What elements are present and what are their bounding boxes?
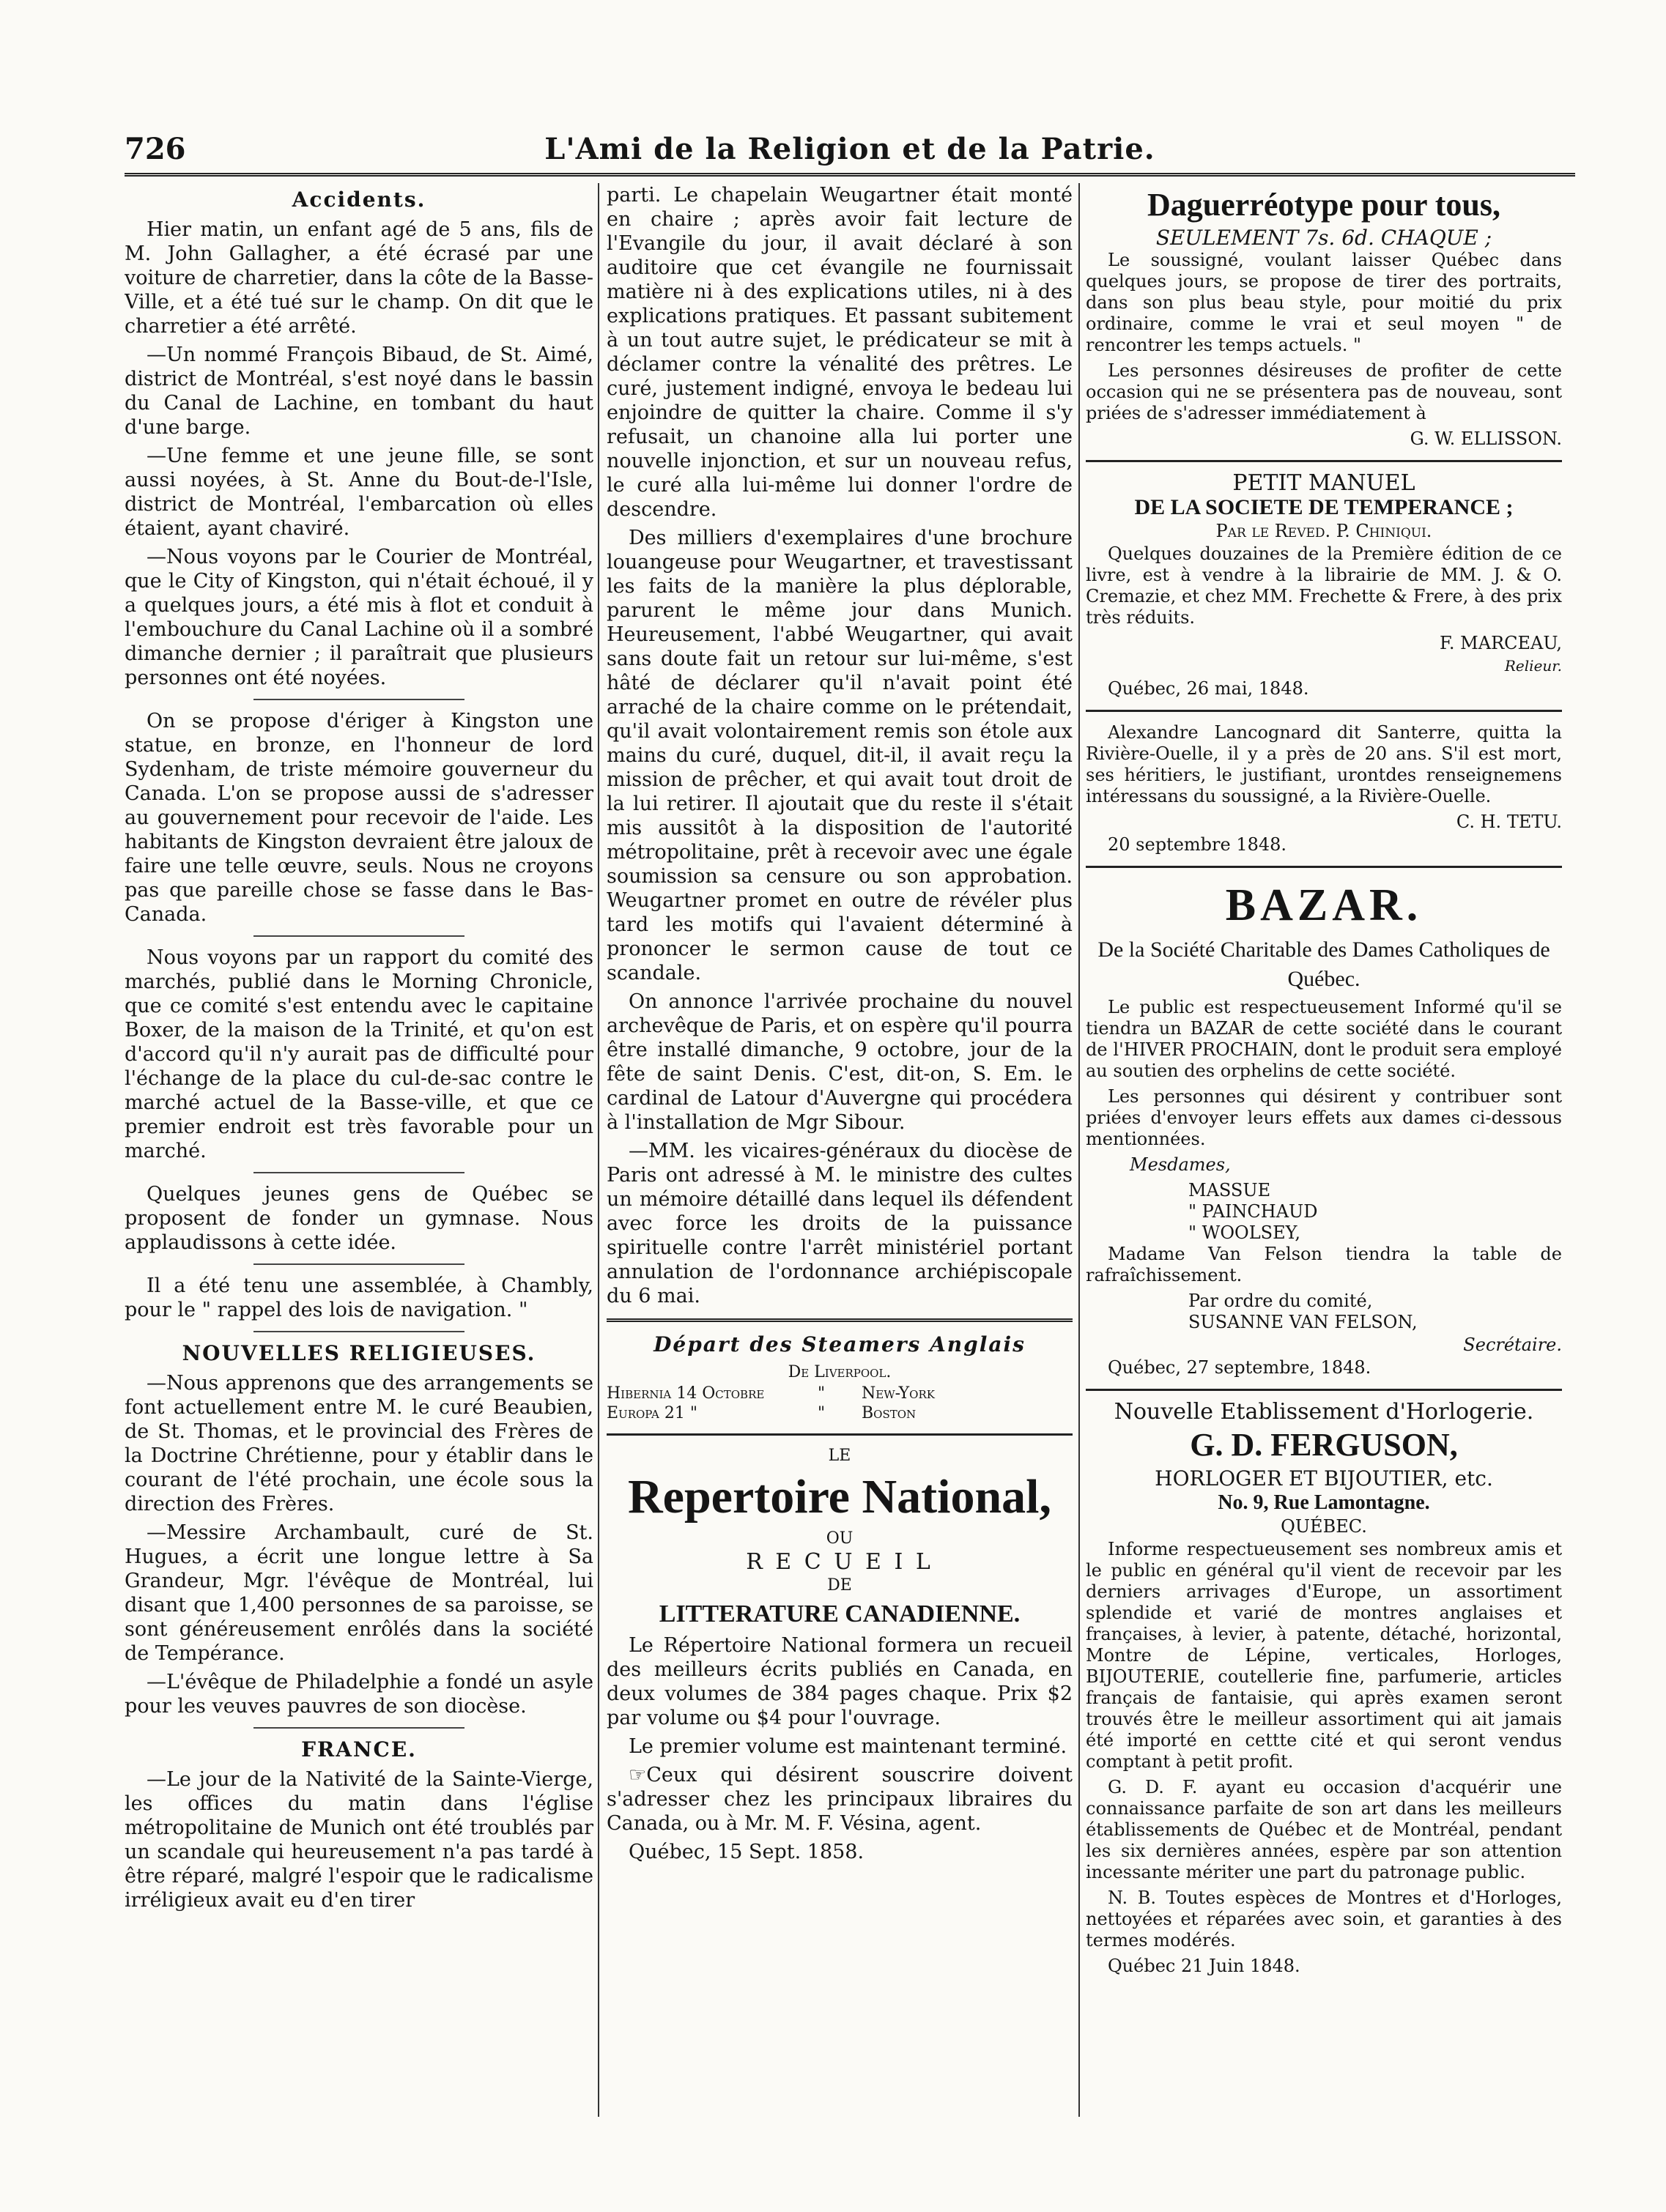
column-rule-2: [1078, 183, 1080, 2117]
ad-bazar-subtitle: De la Société Charitable des Dames Catholiques de Québec.: [1097, 938, 1550, 991]
steamer-row: [607, 1384, 1073, 1403]
ad-daguerreotype-price: SEULEMENT 7s. 6d. CHAQUE ;: [1155, 226, 1492, 250]
paragraph: On se propose d'ériger à Kingston une statue, en bronze, en l'honneur de lord Sydenham, de triste mémoire gouverneur du Canada. L'on se propose aussi de s'adresser au gouvernement pour recevoir de l'aide. Les habitants de Kingston devraient être jaloux de faire une telle œuvre, seuls. Nous ne croyons pas que pareille chose se fasse dans le Bas-Canada.: [125, 710, 593, 926]
paragraph: Quelques jeunes gens de Québec se proposent de fonder un gymnase. Nous applaudissons à cette idée.: [125, 1183, 593, 1254]
dateline: 20 septembre 1848.: [1108, 834, 1287, 855]
steamer-ship: Hibernia 14 Octobre: [607, 1384, 765, 1403]
paragraph: Alexandre Lancognard dit Santerre, quitta la Rivière-Ouelle, il y a près de 20 ans. S'il est mort, ses héritiers, le justifiant, urontdes renseignemens intéressans du soussigné, a la Rivière-Ouelle.: [1086, 722, 1562, 806]
salutation: Mesdames,: [1130, 1154, 1231, 1175]
paragraph: N. B. Toutes espèces de Montres et d'Horloges, nettoyées et réparées avec soin, et garanties à des termes modérés.: [1086, 1888, 1562, 1951]
paragraph: —MM. les vicaires-généraux du diocèse de Paris ont adressé à M. le ministre des cultes un mémoire détaillé dans lequel ils défendent avec force les droits de la puissance spirituelle contre l'arrêt ministériel portant annulation de l'ordonnance archiépiscopale du 6 mai.: [607, 1140, 1073, 1307]
repertoire-de: DE: [827, 1576, 852, 1595]
dateline: Québec, 27 septembre, 1848.: [1108, 1357, 1371, 1378]
name-entry: " PAINCHAUD: [1188, 1201, 1318, 1222]
divider: [1086, 1389, 1562, 1391]
paragraph: Le premier volume est maintenant terminé.: [629, 1735, 1067, 1758]
paragraph: Hier matin, un enfant agé de 5 ans, fils de M. John Gallagher, a été écrasé par une voiture de charretier, dans la côte de la Basse-Ville, et a été tué sur le champ. On dit que le charretier a été arrêté.: [125, 218, 593, 338]
ad-manuel-subtitle: DE LA SOCIETE DE TEMPERANCE ;: [1134, 495, 1514, 519]
paragraph: —Nous apprenons que des arrangements se font actuellement entre M. le curé Beaubien, de St. Thomas, et le provincial des Frères de la Doctrine Chrétienne, pour y établir dans le courant de l'été prochain, une école sous la direction des Frères.: [125, 1372, 593, 1515]
name-entry: " WOOLSEY,: [1188, 1222, 1300, 1243]
steamer-destination: New-York: [862, 1384, 935, 1403]
section-heading-nouvelles: NOUVELLES RELIGIEUSES.: [182, 1341, 536, 1365]
signature: C. H. TETU.: [1456, 812, 1562, 832]
steamer-ship: Europa 21 ": [607, 1404, 697, 1422]
paragraph: Les personnes désireuses de profiter de cette occasion qui ne se présentera pas de nouveau, sont priées de s'adresser immédiatement à: [1086, 360, 1562, 423]
paragraph: ☞Ceux qui désirent souscrire doivent s'adresser chez les principaux libraires du Canada, ou à Mr. M. F. Vésina, agent.: [607, 1764, 1073, 1835]
paragraph: —Un nommé François Bibaud, de St. Aimé, district de Montréal, s'est noyé dans le bassin du Canal de Lachine, en tombant du haut d'une barge.: [125, 344, 593, 439]
dateline: Québec 21 Juin 1848.: [1108, 1956, 1300, 1976]
page-number: 726: [125, 132, 186, 166]
steamers-subheading: De Liverpool.: [788, 1363, 892, 1381]
divider: [253, 1727, 464, 1729]
paragraph: Le soussigné, voulant laisser Québec dans quelques jours, se propose de tirer des portraits, dans son plus beau style, pour moitié du prix ordinaire, comme le vrai et seul moyen " de rencontrer les temps actuels. ": [1086, 250, 1562, 355]
ad-daguerreotype-title: Daguerréotype pour tous,: [1147, 187, 1500, 223]
ad-manuel-title: PETIT MANUEL: [1232, 470, 1415, 496]
divider: [253, 1263, 464, 1265]
steamer-destination: Boston: [862, 1404, 917, 1422]
column-1: [125, 183, 593, 2117]
divider: [253, 1331, 464, 1332]
ad-horlogerie-address: No. 9, Rue Lamontagne.: [1218, 1491, 1430, 1514]
repertoire-subtitle: LITTERATURE CANADIENNE.: [659, 1600, 1021, 1628]
column-rule-1: [598, 183, 599, 2117]
signature: SUSANNE VAN FELSON,: [1188, 1312, 1418, 1332]
header-rule: [125, 173, 1575, 177]
paragraph: Quelques douzaines de la Première édition de ce livre, est à vendre à la librairie de MM. J. & O. Cremazie, et chez MM. Frechette & Frere, à des prix très réduits.: [1086, 543, 1562, 628]
paragraph: Le public est respectueusement Informé qu'il se tiendra un BAZAR de cette société dans le courant de l'HIVER PROCHAIN, dont le produit sera employé au soutien des orphelins de cette société.: [1086, 997, 1562, 1081]
paragraph: parti. Le chapelain Weugartner était monté en chaire ; après avoir fait lecture de l'Evangile du jour, il avait déclaré à son auditoire que cet évangile ne fournissait matière ni à des explications utiles, ni à des explications pratiques. Et passant subitement à un tout autre sujet, le prédicateur se mit à déclamer contre la vénalité des prêtres. Le curé, justement indigné, envoya le bedeau lui enjoindre de quitter la chaire. Comme il s'y refusait, un chanoine alla lui porter une nouvelle injonction, et sur un nouveau refus, le curé alla lui-même lui donner l'ordre de descendre.: [607, 184, 1073, 521]
paragraph: Les personnes qui désirent y contribuer sont priées d'envoyer leurs effets aux dames ci-dessous mentionnées.: [1086, 1086, 1562, 1149]
paragraph: G. D. F. ayant eu occasion d'acquérir une connaissance parfaite de son art dans les meilleurs établissements de Québec et de Montréal, pendant les six dernières années, espère par son attention incessante mériter une part du patronage public.: [1086, 1777, 1562, 1882]
divider: [1086, 460, 1562, 462]
divider: [1086, 866, 1562, 868]
order-line: Par ordre du comité,: [1188, 1291, 1373, 1311]
paragraph: Des milliers d'exemplaires d'une brochure louangeuse pour Weugartner, et travestissant les faits de la manière la plus déplorable, parurent le même jour dans Munich. Heureusement, l'abbé Weugartner, qui avait sans doute fait un retour sur lui-même, s'est hâté de déclarer qu'il n'avait point été arraché de la chaire comme on le prétendait, qu'il avait volontairement remis son étole aux mains du curé, duquel, dit-il, il avait reçu la mission de prêcher, et qui avait tout droit de la lui retirer. Il ajoutait que du reste il s'était mis aussitôt à la disposition de l'autorité métropolitaine, prêt à recevoir avec une égale soumission sa censure ou son approbation. Weugartner promet en outre de révéler plus tard les motifs qui l'avaient déterminé à prononcer le sermon cause de tout ce scandale.: [607, 527, 1073, 984]
steamer-row: [607, 1403, 1073, 1423]
paragraph: —L'évêque de Philadelphie a fondé un asyle pour les veuves pauvres de son diocèse.: [125, 1671, 593, 1718]
ad-horlogerie-name: G. D. FERGUSON,: [1190, 1427, 1458, 1463]
divider: [607, 1433, 1073, 1436]
divider: [253, 935, 464, 937]
paragraph: Le Répertoire National formera un recueil des meilleurs écrits publiés en Canada, en deux volumes de 384 pages chaque. Prix $2 par volume ou $4 pour l'ouvrage.: [607, 1634, 1073, 1729]
divider: [1086, 710, 1562, 712]
newspaper-title: L'Ami de la Religion et de la Patrie.: [544, 132, 1155, 166]
dateline: Québec, 15 Sept. 1858.: [629, 1841, 865, 1863]
ad-horlogerie-heading: Nouvelle Etablissement d'Horlogerie.: [1114, 1399, 1534, 1425]
repertoire-title: Repertoire National,: [628, 1470, 1051, 1523]
paragraph: —Le jour de la Nativité de la Sainte-Vierge, les offices du matin dans l'église métropolitaine de Munich ont été troublés par un scandale qui heureusement n'a pas tardé à être réparé, malgré l'espoir que le radicalisme irréligieux avait eu d'en tirer: [125, 1768, 593, 1912]
paragraph: —Messire Archambault, curé de St. Hugues, a écrit une longue lettre à Sa Grandeur, Mgr. l'évêque de Montréal, lui disant que 1,400 personnes de sa paroisse, se sont généreusement enrôlés dans la société de Tempérance.: [125, 1521, 593, 1665]
divider: [607, 1318, 1073, 1322]
ad-bazar-title: BAZAR.: [1225, 880, 1423, 930]
paragraph: —Nous voyons par le Courier de Montréal, que le City of Kingston, qui n'était échoué, il y a quelques jours, a été mis à flot et conduit à l'embouchure du Canal Lachine où il a sombré dimanche dernier ; il paraîtrait que plusieurs personnes ont été noyées.: [125, 546, 593, 689]
running-header: [125, 126, 1575, 170]
paragraph: Nous voyons par un rapport du comité des marchés, publié dans le Morning Chronicle, que ce comité s'est entendu avec le capitaine Boxer, de la maison de la Trinité, et qu'on est d'accord qu'il n'y aurait pas de difficulté pour l'échange de la place du cul-de-sac contre le marché actuel de la Basse-ville, et que ce premier endroit est très favorable pour un marché.: [125, 946, 593, 1162]
paragraph: On annonce l'arrivée prochaine du nouvel archevêque de Paris, et on espère qu'il pourra être installé dimanche, 9 octobre, jour de la fête de saint Denis. C'est, dit-on, S. Em. le cardinal de Latour d'Auvergne qui procédera à l'installation de Mgr Sibour.: [607, 990, 1073, 1134]
paragraph: —Une femme et une jeune fille, se sont aussi noyées, à St. Anne du Bout-de-l'Isle, district de Montréal, l'embarcation où elles étaient, ayant chaviré.: [125, 445, 593, 540]
steamer-mark: ": [818, 1384, 826, 1403]
signature: G. W. ELLISSON.: [1410, 428, 1562, 449]
signature-title: Relieur.: [1504, 657, 1562, 675]
repertoire-ou: OU: [826, 1529, 854, 1548]
ad-horlogerie-city: QUÉBEC.: [1281, 1516, 1367, 1537]
repertoire-le: LE: [828, 1447, 851, 1465]
divider: [253, 699, 464, 700]
ad-manuel-author: Par le Reved. P. Chiniqui.: [1215, 521, 1432, 541]
dateline: Québec, 26 mai, 1848.: [1108, 678, 1309, 699]
name-entry: MASSUE: [1188, 1180, 1271, 1200]
paragraph: Informe respectueusement ses nombreux amis et le public en général qu'il vient de recevoir par les derniers arrivages d'Europe, un assortiment splendide et varié de montres anglaises et françaises, à levier, à patente, détaché, horizontal, Montre de Lépine, verticales, Horloges, BIJOUTERIE, coutellerie fine, parfumerie, articles français de fantaisie, qui après examen seront trouvés être le meilleur assortiment qui ait jamais été importé en cettte cité et qui seront vendus comptant à petit profit.: [1086, 1539, 1562, 1772]
steamers-heading: Départ des Steamers Anglais: [654, 1332, 1026, 1356]
signature: F. MARCEAU,: [1439, 633, 1562, 653]
divider: [253, 1172, 464, 1173]
ad-horlogerie-trade: HORLOGER ET BIJOUTIER, etc.: [1155, 1466, 1493, 1491]
repertoire-recueil: R E C U E I L: [746, 1549, 933, 1575]
column-3: [1086, 183, 1562, 2117]
section-heading-accidents: Accidents.: [292, 188, 426, 212]
steamer-mark: ": [818, 1404, 826, 1422]
paragraph: Il a été tenu une assemblée, à Chambly, pour le " rappel des lois de navigation. ": [125, 1274, 593, 1321]
section-heading-france: FRANCE.: [301, 1737, 417, 1762]
signature-title: Secrétaire.: [1463, 1335, 1562, 1355]
column-2: [607, 183, 1073, 2117]
paragraph: Madame Van Felson tiendra la table de rafraîchissement.: [1086, 1244, 1562, 1285]
